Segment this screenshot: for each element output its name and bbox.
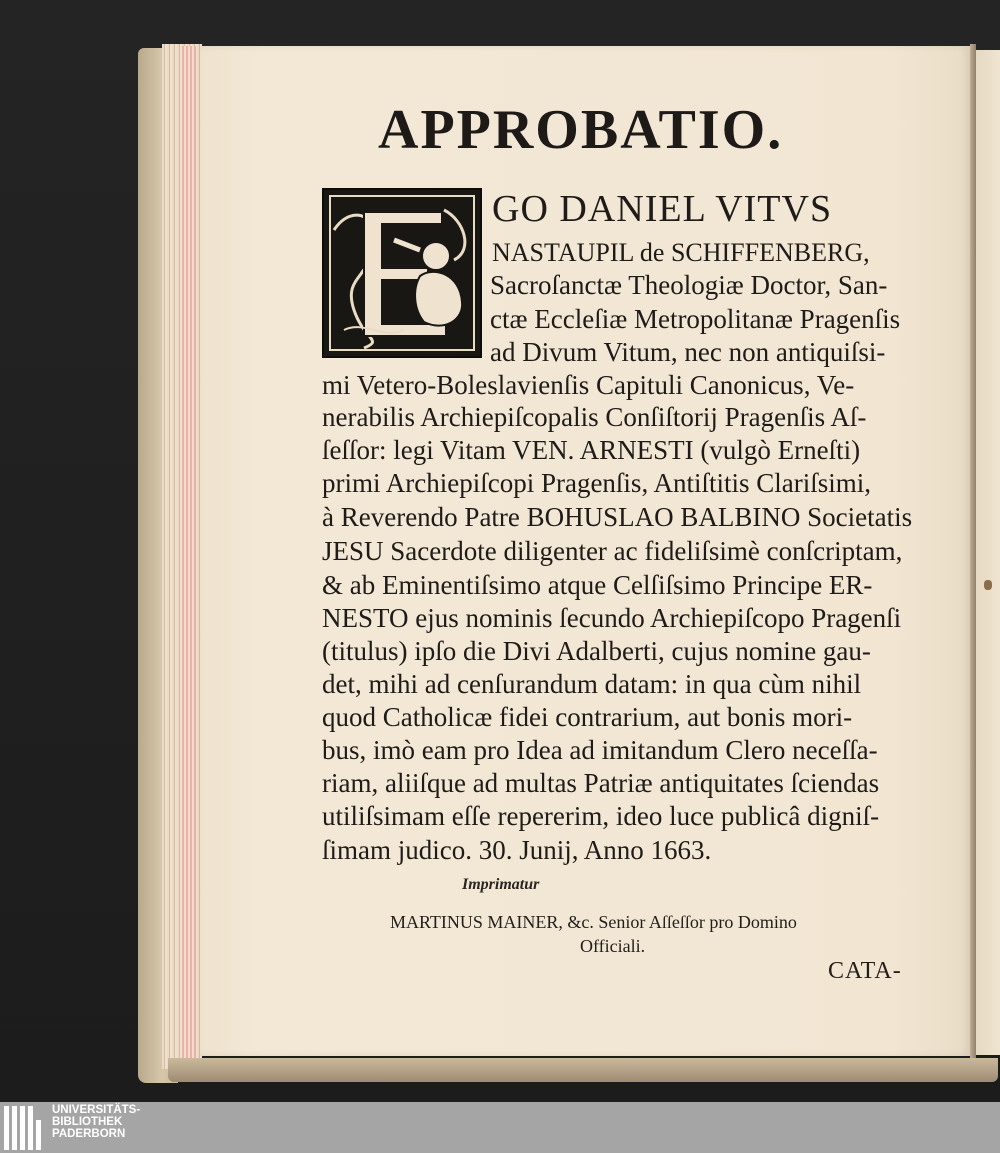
body-line: ſeſſor: legi Vitam VEN. ARNESTI (vulgò Erneſti) [322,435,861,465]
library-name [52,1104,140,1140]
body-line: JESU Sacerdote diligenter ac fideliſsimè conſcriptam, [322,536,903,566]
body-line: quod Catholicæ fidei contrarium, aut bonis mori- [322,702,853,732]
decorated-initial-e-icon [322,188,482,358]
library-name-line: PADERBORN [52,1128,126,1140]
body-line: à Reverendo Patre BOHUSLAO BALBINO Societatis [322,502,913,532]
body-line: NASTAUPIL de SCHIFFENBERG, [492,238,870,267]
catchword: CATA- [828,958,902,984]
body-line: ctæ Eccleſiæ Metropolitanæ Pragenſis [490,304,901,334]
page-title: APPROBATIO. [378,99,784,161]
body-line: NESTO ejus nominis ſecundo Archiepiſcopo Pragenſi [322,603,902,633]
body-line: bus, imò eam pro Idea ad imitandum Clero neceſſa- [322,735,878,765]
footer-bar [0,1102,1000,1153]
body-line: mi Vetero-Boleslavienſis Capituli Canonicus, Ve- [322,370,855,400]
body-line: (titulus) ipſo die Divi Adalberti, cujus nomine gau- [322,636,871,666]
body-line: riam, aliiſque ad multas Patriæ antiquitates ſciendas [322,768,880,798]
body-line: nerabilis Archiepiſcopalis Conſiſtorij Pragenſis Aſ- [322,402,867,432]
signature-line: MARTINUS MAINER, &c. Senior Aſſeſſor pro Domino [390,912,797,932]
facing-page [976,50,1000,1055]
imprimatur-label: Imprimatur [462,876,540,893]
library-name-line: BIBLIOTHEK [52,1116,123,1128]
body-line: ſimam judico. 30. Junij, Anno 1663. [322,835,712,865]
body-line: & ab Eminentiſsimo atque Celſiſsimo Principe ER- [322,570,873,600]
book-bottom-edge [168,1058,998,1082]
facing-page-mark [984,580,992,590]
body-line: det, mihi ad cenſurandum datam: in qua cùm nihil [322,669,862,699]
colored-page-edge [182,46,196,1061]
body-line: primi Archiepiſcopi Pragenſis, Antiſtitis Clariſsimi, [322,468,871,498]
body-line: utiliſsimam eſſe repererim, ideo luce publicâ digniſ- [322,801,880,831]
signature-line: Officiali. [580,936,646,956]
library-name-line: UNIVERSITÄTS- [52,1104,141,1116]
body-line: ad Divum Vitum, nec non antiquiſsi- [490,337,886,367]
library-logo-icon [4,1106,46,1150]
body-line: GO DANIEL VITVS [492,188,833,230]
body-line: Sacroſanctæ Theologiæ Doctor, San- [490,270,888,300]
